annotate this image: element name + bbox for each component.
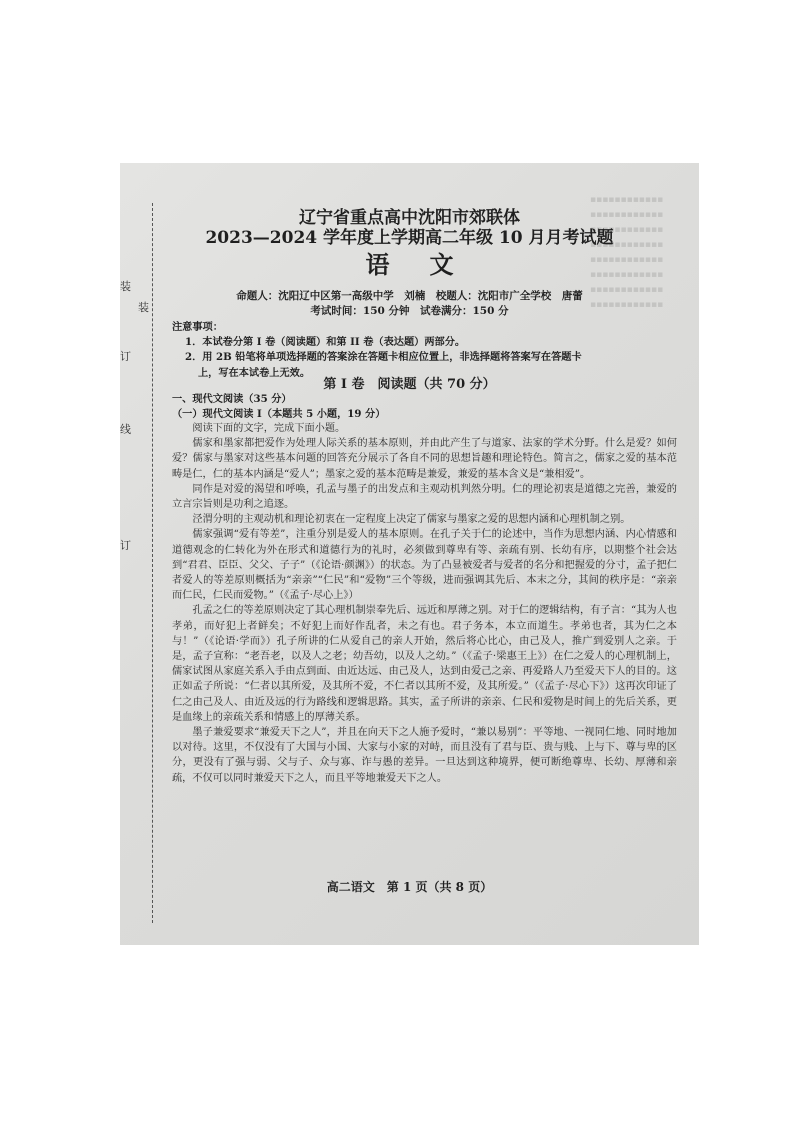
notes-item: 2．用 2B 铅笔将单项选择题的答案涂在答题卡相应位置上，非选择题将答案写在答题卡 <box>185 351 582 364</box>
binding-mark: 装 <box>120 280 131 293</box>
binding-mark: 订 <box>120 539 131 552</box>
subject-title: 语文 <box>365 250 494 279</box>
binding-mark: 订 <box>120 350 131 363</box>
setters-line: 命题人：沈阳辽中区第一高级中学 刘楠 校题人：沈阳市广全学校 唐蕾 <box>236 290 583 302</box>
passage-paragraph: 同作是对爱的渴望和呼唤，孔孟与墨子的出发点和主观动机判然分明。仁的理论初衷是道德之完善，兼爱的立言宗旨则是功利之追逐。 <box>172 483 677 511</box>
passage-paragraph: 墨子兼爱要求“兼爱天下之人”，并且在向天下之人施予爱时，“兼以易别”：平等地、一视同仁地、同时地加以对待。这里，不仅没有了大国与小国、大家与小家的对峙，而且没有了君与臣、贵与贱、上与下、尊与卑的区分，更没有了强与弱、父与子、众与寡、诈与愚的差异。一旦达到这种境界，便可断绝尊卑、长幼、厚薄和亲疏，不仅可以同时兼爱天下之人，而且平等地兼爱天下之人。 <box>172 727 677 784</box>
notes-item: 上，写在本试卷上无效。 <box>198 366 311 379</box>
passage-instruction: 阅读下面的文字，完成下面小题。 <box>192 423 346 434</box>
passage-paragraph: 儒家强调“爱有等差”，注重分别是爱人的基本原则。在孔子关于仁的论述中，当作为思想内涵、内心情感和道德观念的仁转化为外在形式和道德行为的礼时，必须做到尊卑有等、亲疏有别、长幼有序，以期整个社会达到“君君、臣臣、父父、子子”（《论语·颜渊》）的状态。为了凸显被爱者与爱者的名分和把握爱的分寸，孟子把仁者爱人的等差原则概括为“亲亲”“仁民”和“爱物”三个等级，进而强调其先后、本末之分，其间的秩序是：“亲亲而仁民，仁民而爱物。”（《孟子·尽心上》） <box>172 529 677 602</box>
section-title: 第 I 卷 阅读题（共 70 分） <box>323 377 496 392</box>
section-headings <box>172 392 677 422</box>
passage-paragraph: 孔孟之仁的等差原则决定了其心理机制崇奉先后、远近和厚薄之别。对于仁的逻辑结构，有子言：“其为人也孝弟，而好犯上者鲜矣；不好犯上而好作乱者，未之有也。君子务本，本立而道生。孝弟也者，其为仁之本与！”（《论语·学而》）孔子所讲的仁从爱自己的亲人开始，然后将心比心，由己及人，推广到爱别人之亲。于是，孟子宣称：“老吾老，以及人之老；幼吾幼，以及人之幼。”（《孟子·梁惠王上》）在仁之爱人的心理机制上，儒家试图从家庭关系入手由点到面、由近达远、由己及人，达到由爱己之亲、再爱路人乃至爱天下人的目的。这正如孟子所说：“仁者以其所爱，及其所不爱，不仁者以其所不爱，及其所爱。”（《孟子·尽心下》）这再次印证了仁之由己及人、由近及远的行为路线和逻辑思路。其实，孟子所讲的亲亲、仁民和爱物是时间上的先后关系，更是血缘上的亲疏关系和情感上的厚薄关系。 <box>172 605 677 723</box>
passage-paragraph: 儒家和墨家都把爱作为处理人际关系的基本原则，并由此产生了与道家、法家的学术分野。什么是爱？如何爱？儒家与墨家对这些基本问题的回答充分展示了各自不同的思想旨趣和理论特色。简言之，儒家之爱的基本范畴是仁，仁的基本内涵是“爱人”；墨家之爱的基本范畴是兼爱，兼爱的基本含义是“兼相爱”。 <box>172 438 677 480</box>
notes-heading: 注意事项： <box>172 321 223 333</box>
exam-info-line: 考试时间：150 分钟 试卷满分：150 分 <box>310 305 509 317</box>
scanned-page-photo <box>120 163 699 945</box>
part-heading: 一、现代文阅读（35 分） <box>172 393 292 405</box>
binding-mark: 线 <box>120 423 131 436</box>
page-footer: 高二语文 第 1 页（共 8 页） <box>326 880 493 894</box>
reading-passage <box>172 421 677 786</box>
sub-part-heading: （一）现代文阅读 I（本题共 5 小题，19 分） <box>172 408 386 421</box>
bleed-through-text: ▪▪▪▪▪▪▪▪▪▪▪▪ ▪▪▪▪▪▪▪▪▪▪▪▪ ▪▪▪▪▪▪▪▪▪▪▪▪ ▪▪▪▪▪▪▪▪▪▪▪▪ ▪▪▪▪▪▪▪▪▪▪▪▪ ▪▪▪▪▪▪▪▪▪▪▪▪ ▪▪▪▪▪▪▪▪▪▪▪▪ ▪▪▪▪▪▪▪▪▪▪▪▪ <box>590 195 664 310</box>
binding-mark: 装 <box>138 301 149 314</box>
exam-title-line1: 辽宁省重点高中沈阳市郊联体 <box>299 208 520 228</box>
notes-item: 1．本试卷分第 I 卷（阅读题）和第 II 卷（表达题）两部分。 <box>185 336 466 349</box>
notes-block <box>172 320 677 381</box>
exam-title-line2: 2023—2024 学年度上学期高二年级 10 月月考试题 <box>205 228 614 248</box>
passage-paragraph: 泾渭分明的主观动机和理论初衷在一定程度上决定了儒家与墨家之爱的思想内涵和心理机制之别。 <box>192 514 631 526</box>
